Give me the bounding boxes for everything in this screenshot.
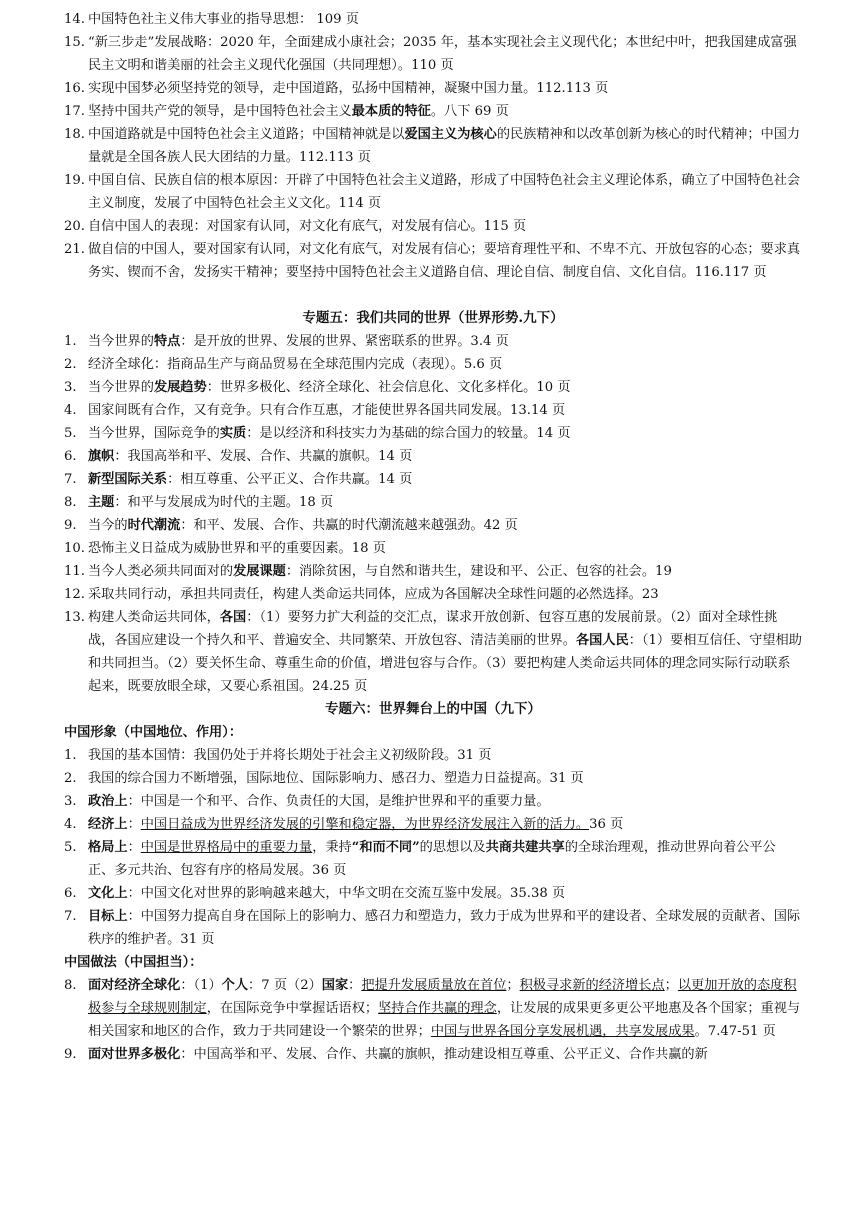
list-item xyxy=(64,422,802,445)
item-number: 3. xyxy=(64,794,77,809)
item-number: 1. xyxy=(64,748,77,763)
item-number: 6. xyxy=(64,886,77,901)
item-number: 17. xyxy=(64,104,85,119)
list-item xyxy=(64,537,802,560)
item-text: 国家间既有合作，又有竞争。只有合作互惠，才能使世界各国共同发展。13.14 页 xyxy=(88,403,566,418)
subsection-heading: 中国做法（中国担当）： xyxy=(64,955,203,970)
item-text: 我国的综合国力不断增强，国际地位、国际影响力、感召力、塑造力日益提高。31 页 xyxy=(88,771,584,786)
item-text: 面对世界多极化：中国高举和平、发展、合作、共赢的旗帜，推动建设相互尊重、公平正义、合作共赢的新 xyxy=(88,1047,708,1062)
item-number: 6. xyxy=(64,449,77,464)
list-item xyxy=(64,790,802,813)
list-item xyxy=(64,1043,802,1066)
item-text: 当今世界，国际竞争的实质：是以经济和科技实力为基础的综合国力的较量。14 页 xyxy=(88,426,571,441)
item-text: 目标上：中国努力提高自身在国际上的影响力、感召力和塑造力，致力于成为世界和平的建设者、全球发展的贡献者、国际秩序的维护者。31 页 xyxy=(88,909,801,947)
item-text: 构建人类命运共同体，各国：（1）要努力扩大利益的交汇点，谋求开放创新、包容互惠的发展前景。（2）面对全球性挑战，各国应建设一个持久和平、普遍安全、共同繁荣、开放包容、清洁美丽的世界。各国人民：（1）要相互信任、守望相助和共同担当。（2）要关怀生命、尊重生命的价值，增进包容与合作。（3）要把构建人类命运共同体的理念同实际行动联系起来，既要放眼全球，又要心系祖国。24.25 页 xyxy=(88,610,802,694)
item-number: 2. xyxy=(64,357,77,372)
blank-line xyxy=(64,284,802,307)
item-text: 中国特色社主义伟大事业的指导思想： 109 页 xyxy=(88,12,359,27)
item-number: 4. xyxy=(64,403,77,418)
item-text: 主题：和平与发展成为时代的主题。18 页 xyxy=(88,495,334,510)
list-item xyxy=(64,514,802,537)
item-number: 13. xyxy=(64,610,85,625)
item-text: “新三步走”发展战略：2020 年，全面建成小康社会；2035 年，基本实现社会主义现代化；本世纪中叶，把我国建成富强民主文明和谐美丽的社会主义现代化强国（共同理想）。110 页 xyxy=(88,35,797,73)
list-item xyxy=(64,468,802,491)
item-number: 1. xyxy=(64,334,77,349)
section-heading: 专题五：我们共同的世界（世界形势.九下） xyxy=(302,310,564,326)
item-number: 19. xyxy=(64,173,85,188)
list-item xyxy=(64,813,802,836)
item-text: 当今世界的发展趋势：世界多极化、经济全球化、社会信息化、文化多样化。10 页 xyxy=(88,380,571,395)
item-number: 7. xyxy=(64,472,77,487)
list-item xyxy=(64,353,802,376)
list-item xyxy=(64,836,802,882)
item-number: 3. xyxy=(64,380,77,395)
list-item xyxy=(64,905,802,951)
item-text: 恐怖主义日益成为威胁世界和平的重要因素。18 页 xyxy=(88,541,386,556)
item-number: 10. xyxy=(64,541,85,556)
item-text: 经济上：中国日益成为世界经济发展的引擎和稳定器，为世界经济发展注入新的活力。36 页 xyxy=(88,817,624,832)
item-number: 7. xyxy=(64,909,77,924)
item-number: 15. xyxy=(64,35,85,50)
item-text: 文化上：中国文化对世界的影响越来越大，中华文明在交流互鉴中发展。35.38 页 xyxy=(88,886,566,901)
subsection-heading: 中国形象（中国地位、作用）： xyxy=(64,725,243,740)
item-text: 经济全球化：指商品生产与商品贸易在全球范围内完成（表现）。5.6 页 xyxy=(88,357,503,372)
list-item xyxy=(64,445,802,468)
item-text: 旗帜：我国高举和平、发展、合作、共赢的旗帜。14 页 xyxy=(88,449,413,464)
item-number: 5. xyxy=(64,426,77,441)
item-text: 我国的基本国情：我国仍处于并将长期处于社会主义初级阶段。31 页 xyxy=(88,748,492,763)
item-text: 做自信的中国人，要对国家有认同，对文化有底气，对发展有信心；要培育理性平和、不卑不亢、开放包容的心态；要求真务实、锲而不舍，发扬实干精神；要坚持中国特色社会主义道路自信、理论自信、制度自信、文化自信。116.117 页 xyxy=(88,242,801,280)
list-item xyxy=(64,215,802,238)
list-item xyxy=(64,8,802,31)
item-text: 新型国际关系：相互尊重、公平正义、合作共赢。14 页 xyxy=(88,472,413,487)
list-item xyxy=(64,491,802,514)
list-item xyxy=(64,238,802,284)
item-number: 8. xyxy=(64,495,77,510)
item-number: 14. xyxy=(64,12,85,27)
item-number: 4. xyxy=(64,817,77,832)
item-number: 9. xyxy=(64,1047,77,1062)
list-item xyxy=(64,767,802,790)
list-item xyxy=(64,330,802,353)
list-item xyxy=(64,31,802,77)
item-text: 当今世界的特点：是开放的世界、发展的世界、紧密联系的世界。3.4 页 xyxy=(88,334,509,349)
item-number: 8. xyxy=(64,978,77,993)
list-item xyxy=(64,399,802,422)
item-number: 9. xyxy=(64,518,77,533)
item-text: 采取共同行动，承担共同责任，构建人类命运共同体，应成为各国解决全球性问题的必然选择。23 xyxy=(88,587,659,602)
item-text: 当今人类必须共同面对的发展课题：消除贫困，与自然和谐共生，建设和平、公正、包容的社会。19 xyxy=(88,564,672,579)
item-number: 16. xyxy=(64,81,85,96)
key-term: 最本质的特征 xyxy=(351,104,431,119)
item-number: 5. xyxy=(64,840,77,855)
list-item xyxy=(64,376,802,399)
list-item xyxy=(64,583,802,606)
item-text: 面对经济全球化：（1）个人：7 页（2）国家：把提升发展质量放在首位；积极寻求新的经济增长点；以更加开放的态度积极参与全球规则制定，在国际竞争中掌握话语权；坚持合作共赢的理念，让发展的成果更多更公平地惠及各个国家；重视与相关国家和地区的合作，致力于共同建设一个繁荣的世界；中国与世界各国分享发展机遇，共享发展成果。7.47-51 页 xyxy=(88,978,801,1039)
item-text: 坚持中国共产党的领导，是中国特色社会主义最本质的特征。八下 69 页 xyxy=(88,104,509,119)
list-item xyxy=(64,123,802,169)
item-text: 中国道路就是中国特色社会主义道路；中国精神就是以爱国主义为核心的民族精神和以改革创新为核心的时代精神；中国力量就是全国各族人民大团结的力量。112.113 页 xyxy=(88,127,801,165)
list-item xyxy=(64,974,802,1043)
item-text: 格局上：中国是世界格局中的重要力量，秉持“和而不同”的思想以及共商共建共享的全球治理观，推动世界向着公平公正、多元共治、包容有序的格局发展。36 页 xyxy=(88,840,776,878)
item-text: 中国自信、民族自信的根本原因：开辟了中国特色社会主义道路，形成了中国特色社会主义理论体系，确立了中国特色社会主义制度，发展了中国特色社会主义文化。114 页 xyxy=(88,173,801,211)
key-term: 爱国主义为核心 xyxy=(404,127,497,142)
item-number: 20. xyxy=(64,219,85,234)
list-item xyxy=(64,169,802,215)
list-item xyxy=(64,77,802,100)
item-text: 实现中国梦必须坚持党的领导，走中国道路，弘扬中国精神，凝聚中国力量。112.113 页 xyxy=(88,81,609,96)
list-item xyxy=(64,744,802,767)
item-text: 自信中国人的表现：对国家有认同，对文化有底气，对发展有信心。115 页 xyxy=(88,219,527,234)
list-item xyxy=(64,100,802,123)
list-item xyxy=(64,882,802,905)
item-number: 21. xyxy=(64,242,85,257)
list-item xyxy=(64,606,802,698)
item-number: 18. xyxy=(64,127,85,142)
item-text: 当今的时代潮流：和平、发展、合作、共赢的时代潮流越来越强劲。42 页 xyxy=(88,518,518,533)
item-text: 政治上：中国是一个和平、合作、负责任的大国，是维护世界和平的重要力量。 xyxy=(88,794,550,809)
section-heading: 专题六：世界舞台上的中国（九下） xyxy=(325,701,541,717)
item-number: 11. xyxy=(64,564,85,579)
item-number: 2. xyxy=(64,771,77,786)
item-number: 12. xyxy=(64,587,85,602)
list-item xyxy=(64,560,802,583)
